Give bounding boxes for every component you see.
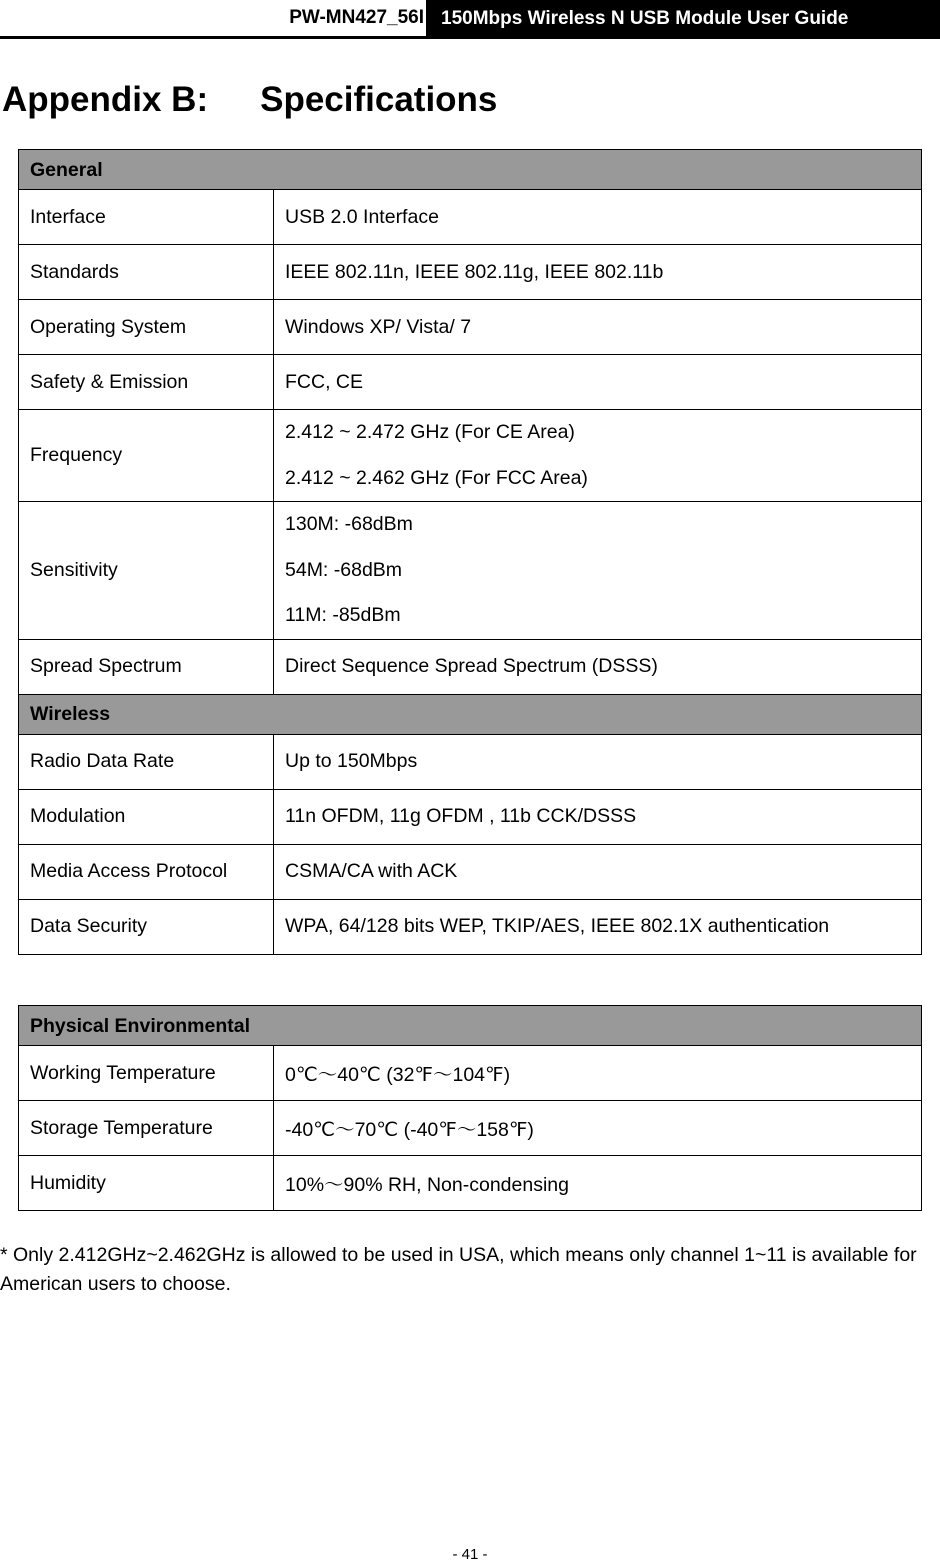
table-row bbox=[19, 1101, 922, 1156]
spec-value bbox=[274, 502, 922, 640]
page-number: - 41 - bbox=[452, 1546, 488, 1563]
table-row bbox=[19, 1046, 922, 1101]
spec-value bbox=[274, 639, 922, 694]
spec-value-line: IEEE 802.11n, IEEE 802.11g, IEEE 802.11b bbox=[285, 260, 664, 283]
specifications-table bbox=[18, 149, 922, 955]
spec-value bbox=[274, 190, 922, 245]
section-header-general bbox=[19, 150, 922, 190]
guide-title: 150Mbps Wireless N USB Module User Guide bbox=[426, 0, 940, 38]
spec-value-line: Up to 150Mbps bbox=[285, 750, 418, 772]
section-heading: Physical Environmental bbox=[19, 1006, 922, 1046]
spec-value-line: -40℃～70℃ (-40℉～158℉) bbox=[285, 1119, 534, 1141]
spec-value bbox=[274, 1156, 922, 1211]
spec-value bbox=[274, 245, 922, 300]
spec-value bbox=[274, 899, 922, 954]
spec-value-line: 2.412 ~ 2.462 GHz (For FCC Area) bbox=[285, 466, 588, 489]
spec-name: Modulation bbox=[19, 789, 274, 844]
spec-value-line: 10%～90% RH, Non-condensing bbox=[285, 1174, 569, 1196]
spec-value bbox=[274, 844, 922, 899]
spec-name: Data Security bbox=[19, 899, 274, 954]
appendix-title bbox=[2, 80, 497, 120]
table-row bbox=[19, 410, 922, 502]
spec-value-line: 11M: -85dBm bbox=[285, 604, 401, 626]
section-header-physical-environmental bbox=[19, 1006, 922, 1046]
spec-value-line: Windows XP/ Vista/ 7 bbox=[285, 315, 472, 338]
spec-name: Frequency bbox=[19, 410, 274, 502]
spec-name: Safety & Emission bbox=[19, 355, 274, 410]
spec-name: Media Access Protocol bbox=[19, 844, 274, 899]
table-row bbox=[19, 1156, 922, 1211]
spec-name: Humidity bbox=[19, 1156, 274, 1211]
spec-value bbox=[274, 734, 922, 789]
table-row bbox=[19, 639, 922, 694]
spec-name: Sensitivity bbox=[19, 502, 274, 640]
table-row bbox=[19, 734, 922, 789]
spec-value bbox=[274, 410, 922, 502]
spec-value bbox=[274, 300, 922, 355]
spec-name: Standards bbox=[19, 245, 274, 300]
spec-value-line: 2.412 ~ 2.472 GHz (For CE Area) bbox=[285, 421, 575, 443]
section-heading: General bbox=[19, 150, 922, 190]
spec-name: Interface bbox=[19, 190, 274, 245]
spec-value bbox=[274, 789, 922, 844]
spec-name: Operating System bbox=[19, 300, 274, 355]
section-header-wireless bbox=[19, 694, 922, 734]
spec-name: Spread Spectrum bbox=[19, 639, 274, 694]
spec-value bbox=[274, 355, 922, 410]
page-header bbox=[0, 0, 940, 40]
spec-value-line: USB 2.0 Interface bbox=[285, 205, 439, 228]
table-row bbox=[19, 190, 922, 245]
table-row bbox=[19, 502, 922, 640]
spec-value-line: Direct Sequence Spread Spectrum (DSSS) bbox=[285, 655, 658, 677]
spec-name: Storage Temperature bbox=[19, 1101, 274, 1156]
spec-value-line: CSMA/CA with ACK bbox=[285, 860, 458, 882]
spec-value-line: 0℃～40℃ (32℉～104℉) bbox=[285, 1064, 511, 1086]
appendix-heading: Specifications bbox=[260, 80, 498, 119]
table-row bbox=[19, 245, 922, 300]
spec-value-line: WPA, 64/128 bits WEP, TKIP/AES, IEEE 802.1X authentication bbox=[285, 915, 830, 937]
table-row bbox=[19, 300, 922, 355]
appendix-label: Appendix B: bbox=[2, 80, 209, 119]
physical-environmental-table bbox=[18, 1005, 922, 1211]
footnote: * Only 2.412GHz~2.462GHz is allowed to be used in USA, which means only channel 1~11 is available for American users to choose. bbox=[0, 1244, 917, 1295]
spec-value bbox=[274, 1046, 922, 1101]
spec-value-line: 54M: -68dBm bbox=[285, 558, 403, 581]
table-row bbox=[19, 355, 922, 410]
header-rule bbox=[0, 36, 940, 39]
spec-value bbox=[274, 1101, 922, 1156]
table-row bbox=[19, 844, 922, 899]
table-row bbox=[19, 899, 922, 954]
spec-name: Radio Data Rate bbox=[19, 734, 274, 789]
section-heading: Wireless bbox=[19, 694, 922, 734]
spec-value-line: 130M: -68dBm bbox=[285, 513, 413, 535]
table-row bbox=[19, 789, 922, 844]
spec-value-line: FCC, CE bbox=[285, 370, 363, 393]
model-number: PW-MN427_56I bbox=[289, 7, 424, 28]
spec-name: Working Temperature bbox=[19, 1046, 274, 1101]
spec-value-line: 11n OFDM, 11g OFDM , 11b CCK/DSSS bbox=[285, 805, 637, 827]
